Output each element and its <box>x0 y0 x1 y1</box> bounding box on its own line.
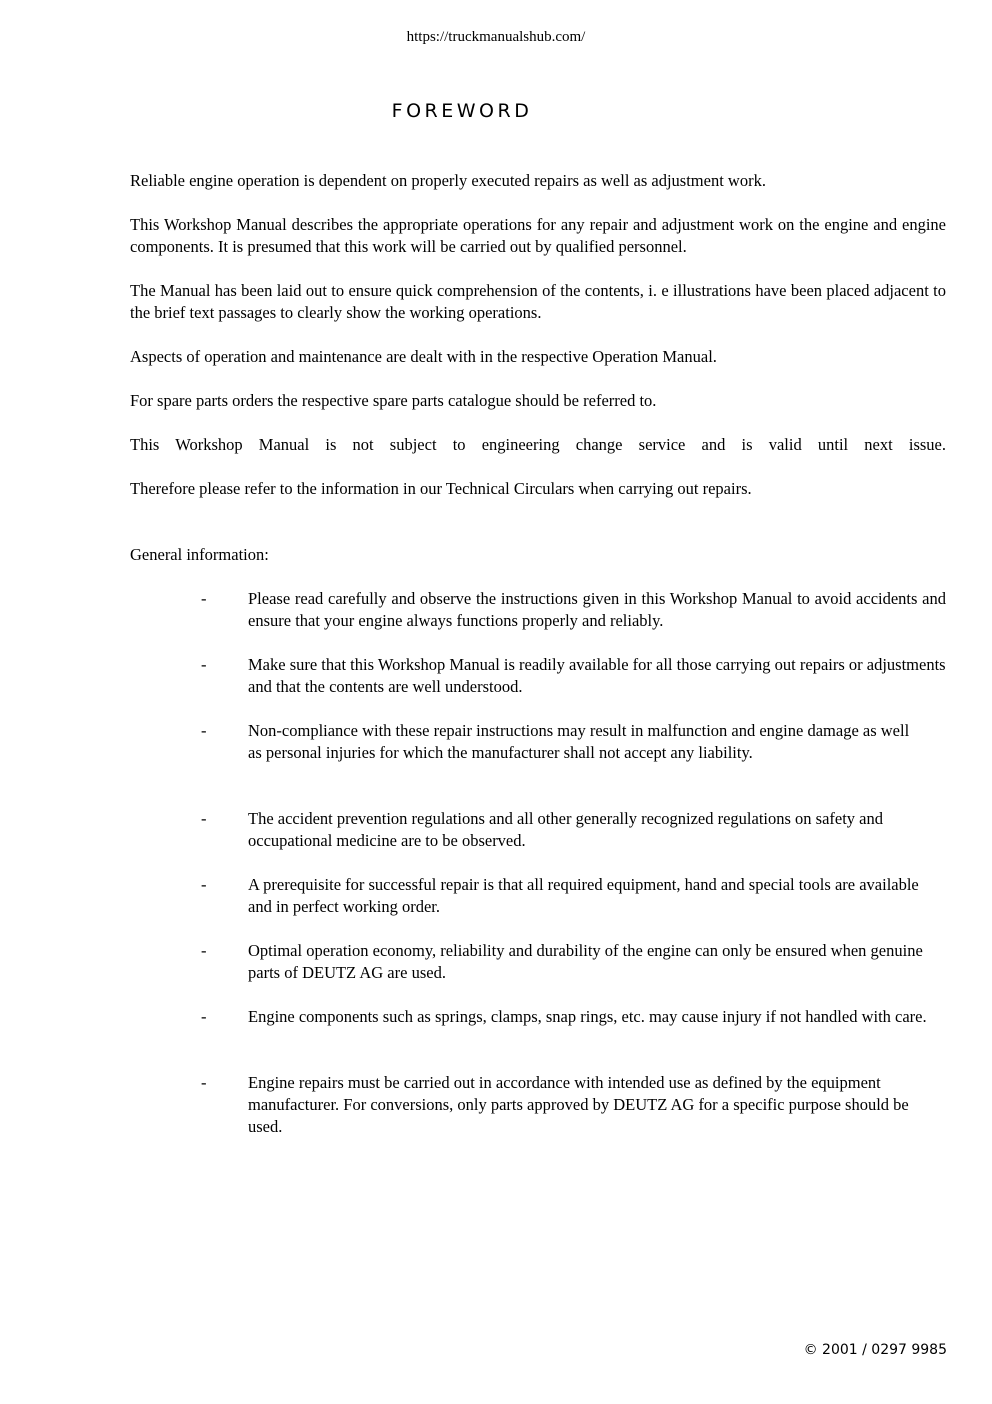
general-information-heading: General information: <box>130 545 269 564</box>
bullet-dash: - <box>201 1073 207 1092</box>
paragraph-spare-parts: For spare parts orders the respective spare parts catalogue should be referred to. <box>130 391 657 410</box>
bullet-dash: - <box>201 875 207 894</box>
bullet-dash: - <box>201 655 207 674</box>
bullet-dash: - <box>201 809 207 828</box>
list-item-text: Engine components such as springs, clamps, snap rings, etc. may cause injury if not handled with care. <box>248 1007 927 1026</box>
copyright-notice: © 2001 / 0297 9985 <box>803 1342 947 1358</box>
bullet-dash: - <box>201 721 207 740</box>
list-item-text: Optimal operation economy, reliability and durability of the engine can only be ensured when genuine parts of DEUTZ AG are used. <box>248 941 923 982</box>
list-item-text: Engine repairs must be carried out in accordance with intended use as defined by the equipment manufacturer. For conversions, only parts approved by DEUTZ AG for a specific purpose should be used. <box>248 1073 909 1136</box>
bullet-dash: - <box>201 589 207 608</box>
bullet-dash: - <box>201 1007 207 1026</box>
header-url: https://truckmanualshub.com/ <box>406 29 586 45</box>
paragraph-operation-maintenance: Aspects of operation and maintenance are dealt with in the respective Operation Manual. <box>130 347 717 366</box>
paragraph-manual-layout: The Manual has been laid out to ensure quick comprehension of the contents, i. e illustrations have been placed adjacent to the brief text passages to clearly show the working operations. <box>130 281 946 322</box>
list-item-text: Make sure that this Workshop Manual is readily available for all those carrying out repairs or adjustments and that the contents are well understood. <box>248 655 946 696</box>
list-item-text: A prerequisite for successful repair is that all required equipment, hand and special tools are available and in perfect working order. <box>248 875 919 916</box>
list-item-text: Please read carefully and observe the instructions given in this Workshop Manual to avoid accidents and ensure that your engine always functions properly and reliably. <box>248 589 946 630</box>
page-title: FOREWORD <box>391 100 533 122</box>
paragraph-workshop-manual-scope: This Workshop Manual describes the appropriate operations for any repair and adjustment work on the engine and engine components. It is presumed that this work will be carried out by qualified personnel. <box>130 215 946 256</box>
list-item-text: The accident prevention regulations and all other generally recognized regulations on safety and occupational medicine are to be observed. <box>248 809 884 850</box>
bullet-dash: - <box>201 941 207 960</box>
list-item-text: Non-compliance with these repair instructions may result in malfunction and engine damage as well as personal injuries for which the manufacturer shall not accept any liability. <box>248 721 910 762</box>
paragraph-engineering-change: This Workshop Manual is not subject to engineering change service and is valid until next issue. <box>130 435 946 454</box>
paragraph-technical-circulars: Therefore please refer to the information in our Technical Circulars when carrying out repairs. <box>130 479 752 498</box>
paragraph-reliable-operation: Reliable engine operation is dependent on properly executed repairs as well as adjustment work. <box>130 171 766 190</box>
